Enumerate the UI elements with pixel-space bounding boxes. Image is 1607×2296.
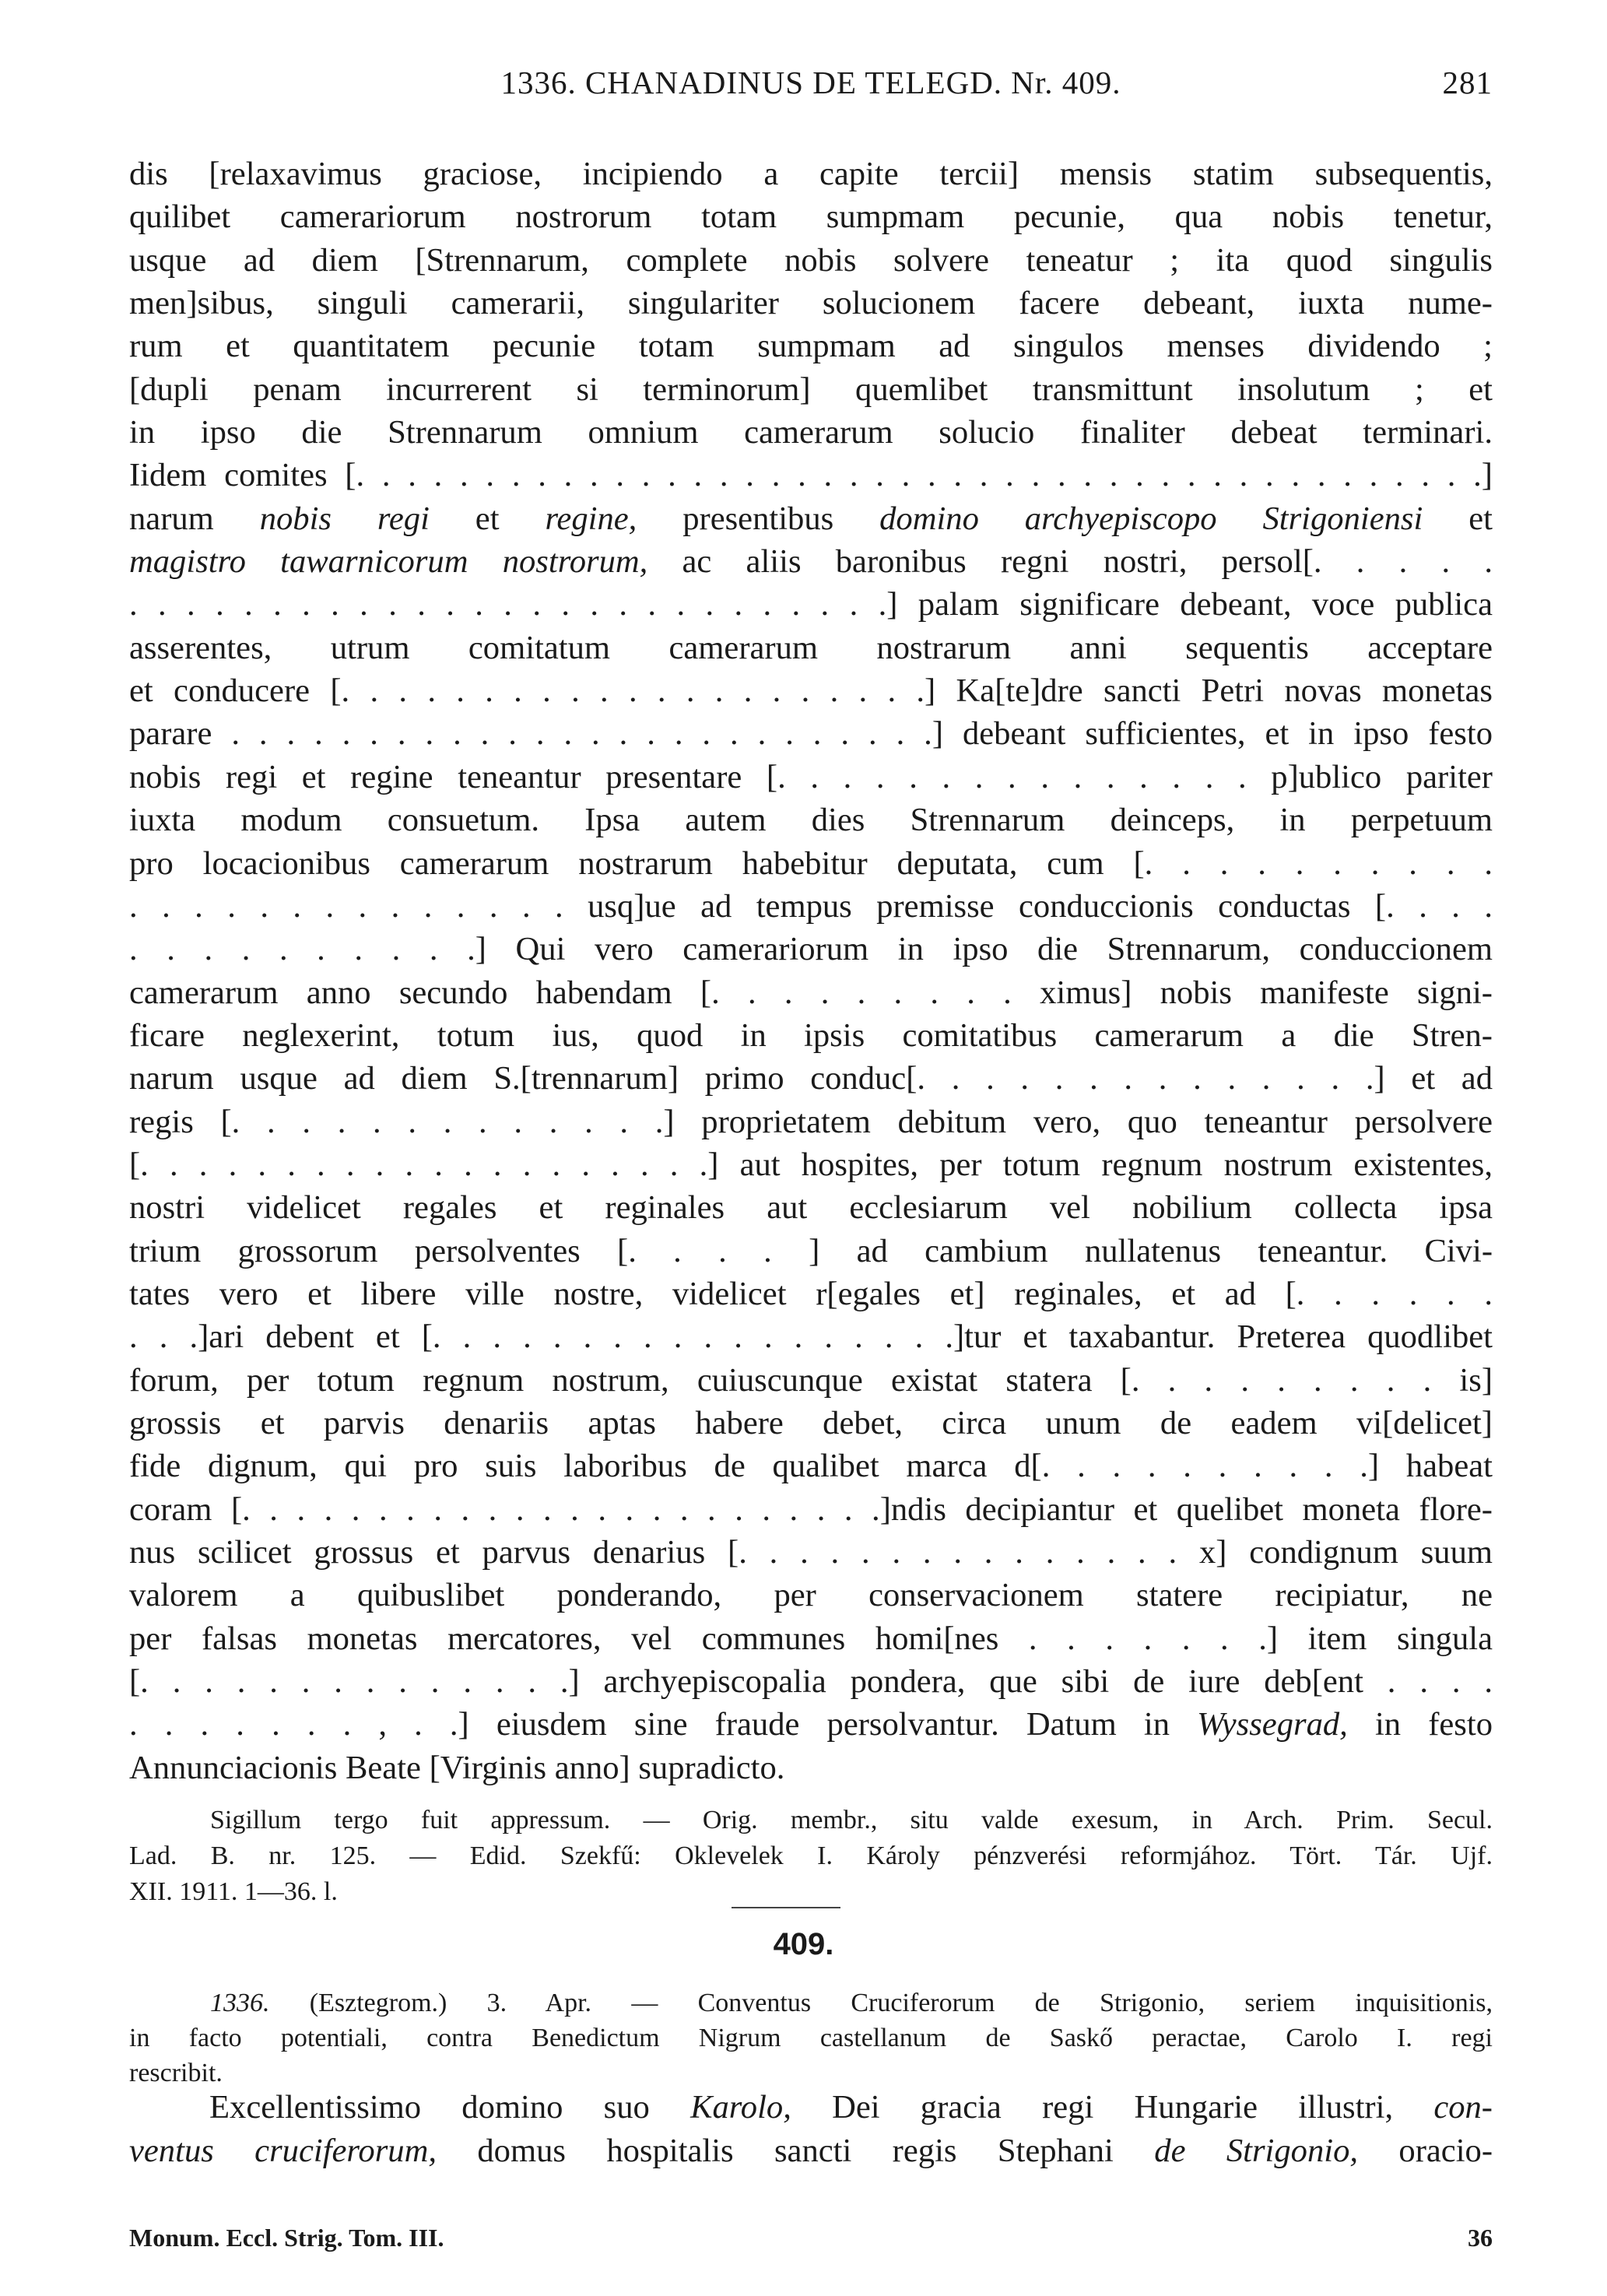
text-line: . . . . . . . . . . . . . . . . . . . . . . . . . . .] palam significare debeant, voce publica bbox=[129, 586, 1493, 623]
text-span: domus hospitalis sancti regis Stephani bbox=[437, 2133, 1155, 2169]
text-line: men]sibus, singuli camerarii, singulariter solucionem facere debeant, iuxta nume- bbox=[129, 285, 1493, 322]
text-span: . . . . . . . , . .] eiusdem sine fraude persolvantur. Datum in bbox=[129, 1706, 1198, 1743]
italic-text-span: Wyssegrad, bbox=[1197, 1706, 1348, 1743]
text-line: . . . . . . . . . .] Qui vero camerariorum in ipso die Strennarum, conduccionem bbox=[129, 931, 1493, 968]
italic-text-span: magistro tawarnicorum nostrorum, bbox=[129, 543, 648, 581]
text-line: trium grossorum persolventes [. . . . ] ad cambium nullatenus teneantur. Civi- bbox=[129, 1232, 1493, 1269]
text-line: usque ad diem [Strennarum, complete nobis solvere teneatur ; ita quod singulis bbox=[129, 241, 1493, 279]
text-line: fide dignum, qui pro suis laboribus de qualibet marca d[. . . . . . . . . .] habeat bbox=[129, 1448, 1493, 1485]
text-line: Annunciacionis Beate [Virginis anno] supradicto. bbox=[129, 1749, 785, 1786]
text-span: presentibus bbox=[637, 500, 880, 537]
text-span: et bbox=[429, 500, 546, 537]
italic-text-span: Karolo, bbox=[690, 2089, 791, 2126]
document-opening-text bbox=[129, 2086, 1493, 2173]
text-span: Excellentissimo domino suo bbox=[209, 2089, 691, 2126]
text-span: oracio- bbox=[1358, 2133, 1493, 2169]
text-line: per falsas monetas mercatores, vel communes homi[nes . . . . . . .] item singula bbox=[129, 1620, 1493, 1657]
italic-text-span: domino archyepiscopo Strigoniensi bbox=[879, 500, 1423, 537]
text-line: Iidem comites [. . . . . . . . . . . . . . . . . . . . . . . . . . . . . . . . . . . . . . . . . . . .] bbox=[129, 457, 1493, 494]
text-line: [. . . . . . . . . . . . . . . . . . . .] aut hospites, per totum regnum nostrum existentes, bbox=[129, 1146, 1493, 1183]
running-head bbox=[129, 64, 1493, 111]
text-line: quilibet camerariorum nostrorum totam sumpmam pecunie, qua nobis tenetur, bbox=[129, 198, 1493, 236]
italic-text-span: 1336. bbox=[210, 1989, 270, 2017]
text-line: valorem a quibuslibet ponderando, per conservacionem statere recipiatur, ne bbox=[129, 1577, 1493, 1614]
text-line: in ipso die Strennarum omnium camerarum solucio finaliter debeat terminari. bbox=[129, 414, 1493, 451]
italic-text-span: regine, bbox=[545, 500, 637, 537]
text-line: nostri videlicet regales et reginales aut ecclesiarum vel nobilium collecta ipsa bbox=[129, 1189, 1493, 1227]
regest-line: rescribit. bbox=[129, 2059, 223, 2087]
text-line: camerarum anno secundo habendam [. . . . . . . . . ximus] nobis manifeste signi- bbox=[129, 974, 1493, 1011]
text-line: nobis regi et regine teneantur presentare [. . . . . . . . . . . . . . . p]ublico pariter bbox=[129, 758, 1493, 795]
document-number: 409. bbox=[773, 1927, 834, 1961]
text-line: asserentes, utrum comitatum camerarum nostrarum anni sequentis acceptare bbox=[129, 629, 1493, 666]
text-line: coram [. . . . . . . . . . . . . . . . . . . . . . . .]ndis decipiantur et quelibet moneta flore- bbox=[129, 1490, 1493, 1528]
text-line: . . . . . . . . . . . . . . usq]ue ad tempus premisse conduccionis conductas [. . . . bbox=[129, 887, 1493, 925]
text-span: narum bbox=[129, 500, 260, 537]
text-line: [. . . . . . . . . . . . . .] archyepiscopalia pondera, que sibi de iure deb[ent . . . . bbox=[129, 1663, 1493, 1701]
note-line: XII. 1911. 1—36. l. bbox=[129, 1877, 338, 1906]
text-line: grossis et parvis denariis aptas habere debet, circa unum de eadem vi[delicet] bbox=[129, 1404, 1493, 1441]
text-line: [dupli penam incurrerent si terminorum] quemlibet transmittunt insolutum ; et bbox=[129, 370, 1493, 408]
italic-text-span: ventus cruciferorum, bbox=[129, 2133, 437, 2169]
regest-line bbox=[210, 1985, 1493, 2020]
text-line: regis [. . . . . . . . . . . . .] proprietatem debitum vero, quo teneantur persolvere bbox=[129, 1103, 1493, 1140]
text-line: pro locacionibus camerarum nostrarum habebitur deputata, cum [. . . . . . . . . . bbox=[129, 844, 1493, 882]
text-line: ficare neglexerint, totum ius, quod in ipsis comitatibus camerarum a die Stren- bbox=[129, 1016, 1493, 1054]
footer-series-title: Monum. Eccl. Strig. Tom. III. bbox=[129, 2224, 444, 2252]
note-line: Lad. B. nr. 125. — Edid. Szekfű: Oklevelek I. Károly pénzverési reformjához. Tört. Tár. Ujf. bbox=[129, 1841, 1493, 1870]
text-line: . . .]ari debent et [. . . . . . . . . . . . . . . . . .]tur et taxabantur. Preterea quodlibet bbox=[129, 1318, 1493, 1356]
italic-text-span: nobis regi bbox=[259, 500, 430, 537]
text-span: ac aliis baronibus regni nostri, persol[. . . . . bbox=[647, 543, 1493, 581]
text-line bbox=[129, 2129, 1493, 2173]
text-line bbox=[129, 1703, 1493, 1746]
italic-text-span: con- bbox=[1433, 2089, 1493, 2126]
text-span: et bbox=[1423, 500, 1493, 537]
text-line bbox=[129, 497, 1493, 540]
text-line: tates vero et libere ville nostre, videlicet r[egales et] reginales, et ad [. . . . . . bbox=[129, 1275, 1493, 1312]
text-span: Dei gracia regi Hungarie illustri, bbox=[791, 2089, 1434, 2126]
text-line: rum et quantitatem pecunie totam sumpmam ad singulos menses dividendo ; bbox=[129, 328, 1493, 365]
text-line bbox=[129, 540, 1493, 583]
text-line: dis [relaxavimus graciose, incipiendo a capite tercii] mensis statim subsequentis, bbox=[129, 156, 1493, 192]
running-head-title: 1336. CHANADINUS DE TELEGD. Nr. 409. bbox=[500, 65, 1121, 100]
text-span: (Esztegrom.) 3. Apr. — Conventus Cruciferorum de Strigonio, seriem inquisitionis, bbox=[269, 1989, 1493, 2017]
footer-signature-number: 36 bbox=[1468, 2224, 1493, 2252]
text-line bbox=[129, 2086, 1493, 2129]
text-line: narum usque ad diem S.[trennarum] primo conduc[. . . . . . . . . . . . . .] et ad bbox=[129, 1060, 1493, 1097]
note-line: Sigillum tergo fuit appressum. — Orig. membr., situ valde exesum, in Arch. Prim. Secul. bbox=[210, 1806, 1493, 1834]
page-number: 281 bbox=[1442, 65, 1493, 100]
text-line: nus scilicet grossus et parvus denarius [. . . . . . . . . . . . . . . x] condignum suum bbox=[129, 1534, 1493, 1571]
text-span: in festo bbox=[1347, 1706, 1493, 1743]
charter-text bbox=[129, 153, 1493, 1789]
section-divider bbox=[732, 1907, 840, 1908]
text-line: parare . . . . . . . . . . . . . . . . . . . . . . . . . .] debeant sufficientes, et in ipso festo bbox=[129, 715, 1493, 753]
italic-text-span: de Strigonio, bbox=[1154, 2133, 1359, 2169]
regest-summary bbox=[129, 1985, 1493, 2091]
text-line: et conducere [. . . . . . . . . . . . . . . . . . . . .] Ka[te]dre sancti Petri novas monetas bbox=[129, 672, 1493, 710]
text-line: forum, per totum regnum nostrum, cuiuscunque existat statera [. . . . . . . . . is] bbox=[129, 1361, 1493, 1399]
regest-line: in facto potentiali, contra Benedictum Nigrum castellanum de Saskő peractae, Carolo I. regi bbox=[129, 2024, 1493, 2052]
source-note bbox=[129, 1803, 1493, 1910]
text-line: iuxta modum consuetum. Ipsa autem dies Strennarum deinceps, in perpetuum bbox=[129, 802, 1493, 839]
